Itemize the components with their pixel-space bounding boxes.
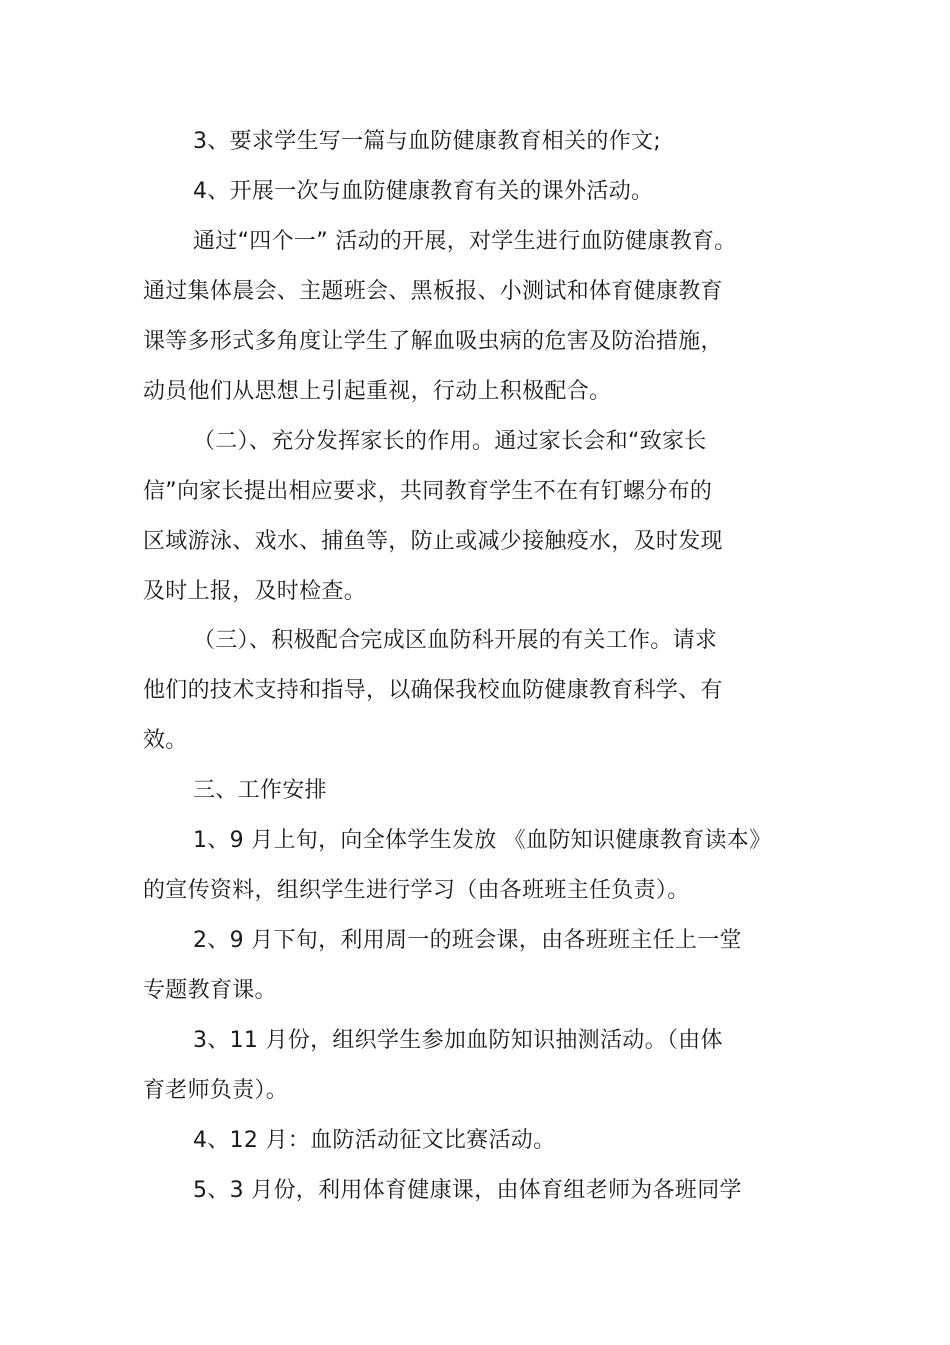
text-line-8: 信”向家长提出相应要求，共同教育学生不在有钉螺分布的 <box>143 479 713 504</box>
text-line-3: 通过“四个一” 活动的开展，对学生进行血防健康教育。 <box>193 229 737 254</box>
text-line-7: （二）、充分发挥家长的作用。通过家长会和“致家长 <box>193 429 707 454</box>
text-line-17: 2、9 月下旬，利用周一的班会课，由各班班主任上一堂 <box>193 928 742 953</box>
text-line-20: 育老师负责）。 <box>143 1078 289 1103</box>
text-line-22: 5、3 月份，利用体育健康课，由体育组老师为各班同学 <box>193 1178 742 1203</box>
text-line-9: 区域游泳、戏水、捕鱼等，防止或减少接触疫水，及时发现 <box>143 529 723 554</box>
text-line-11: （三）、积极配合完成区血防科开展的有关工作。请求 <box>193 628 718 653</box>
text-line-15: 1、9 月上旬，向全体学生发放 《血防知识健康教育读本》 <box>193 828 772 853</box>
text-line-2: 4、开展一次与血防健康教育有关的课外活动。 <box>193 179 654 204</box>
text-line-13: 效。 <box>143 728 188 753</box>
text-line-18: 专题教育课。 <box>143 978 277 1003</box>
text-line-4: 通过集体晨会、主题班会、黑板报、小测试和体育健康教育 <box>143 279 723 304</box>
text-line-5: 课等多形式多角度让学生了解血吸虫病的危害及防治措施， <box>143 329 723 354</box>
text-line-10: 及时上报，及时检查。 <box>143 579 367 604</box>
text-line-12: 他们的技术支持和指导，以确保我校血防健康教育科学、有 <box>143 678 723 703</box>
text-line-6: 动员他们从思想上引起重视，行动上积极配合。 <box>143 379 612 404</box>
text-line-19: 3、11 月份，组织学生参加血防知识抽测活动。（由体 <box>193 1028 723 1053</box>
text-line-1: 3、要求学生写一篇与血防健康教育相关的作文; <box>193 129 662 154</box>
text-line-16: 的宣传资料，组织学生进行学习（由各班班主任负责）。 <box>143 878 690 903</box>
section-heading: 三、工作安排 <box>193 778 327 803</box>
text-line-21: 4、12 月：血防活动征文比赛活动。 <box>193 1128 556 1153</box>
